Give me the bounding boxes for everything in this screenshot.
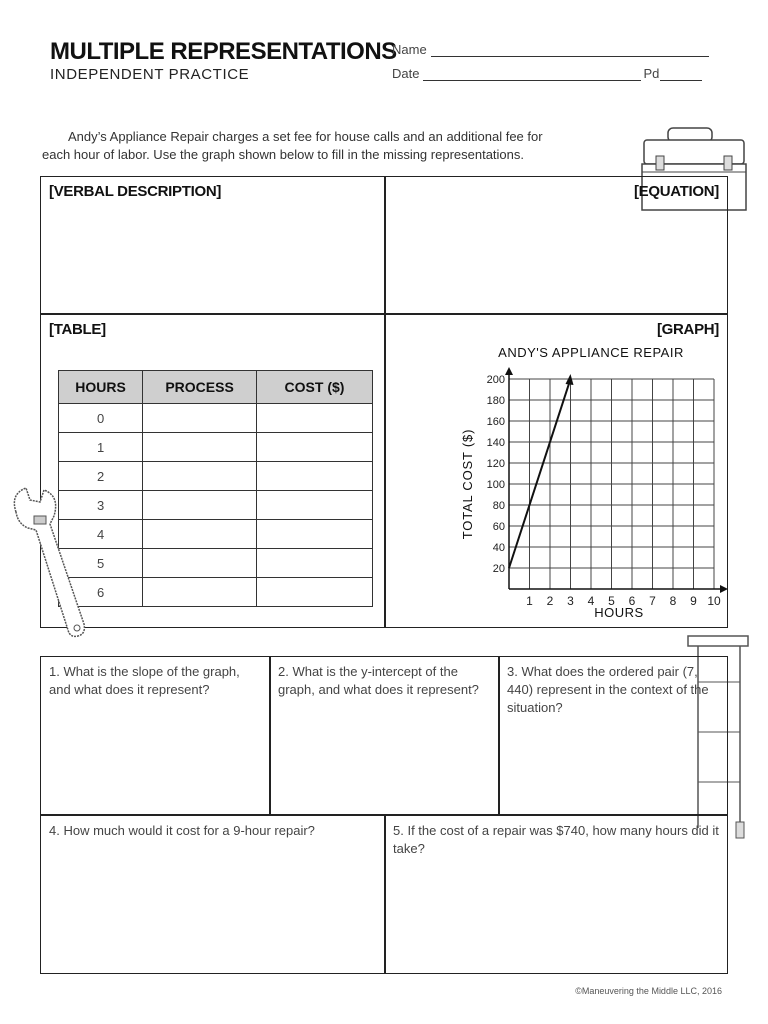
hours-cell: 1 — [59, 433, 143, 462]
x-tick-label: 2 — [546, 594, 554, 608]
x-tick-label: 3 — [567, 594, 574, 608]
series-line — [509, 379, 571, 568]
cost-cell[interactable] — [257, 433, 373, 462]
x-tick-label: 9 — [690, 594, 697, 608]
table-heading: [TABLE] — [49, 321, 106, 338]
hours-cost-table — [58, 370, 373, 607]
grid-horizontal-divider — [41, 313, 727, 315]
y-axis-arrow — [505, 367, 513, 375]
question-2: 2. What is the y-intercept of the graph, and what does it represent? — [278, 664, 479, 697]
table-row — [59, 578, 373, 607]
cost-cell[interactable] — [257, 578, 373, 607]
cost-cell[interactable] — [257, 462, 373, 491]
name-label: Name — [392, 42, 427, 57]
cost-graph — [401, 341, 721, 620]
grid-vertical-divider — [384, 177, 386, 627]
table-row — [59, 491, 373, 520]
x-tick-label: 1 — [526, 594, 533, 608]
hours-cell: 5 — [59, 549, 143, 578]
table-row — [59, 433, 373, 462]
intro-line-2: each hour of labor. Use the graph shown below to fill in the missing representations. — [42, 147, 524, 162]
y-tick-label: 60 — [492, 521, 505, 533]
hours-cell: 3 — [59, 491, 143, 520]
y-tick-label: 120 — [486, 458, 505, 470]
cost-cell[interactable] — [257, 491, 373, 520]
equation-heading: [EQUATION] — [633, 183, 719, 200]
question-1: 1. What is the slope of the graph, and what does it represent? — [49, 664, 240, 697]
table-row — [59, 404, 373, 433]
page-title: MULTIPLE REPRESENTATIONS — [50, 38, 397, 65]
x-tick-label: 4 — [587, 594, 595, 608]
cost-cell[interactable] — [257, 404, 373, 433]
cost-column-header: COST ($) — [257, 371, 373, 404]
y-tick-label: 20 — [492, 563, 505, 575]
wrench-icon — [6, 482, 96, 640]
y-tick-label: 180 — [486, 395, 505, 407]
cost-cell[interactable] — [257, 520, 373, 549]
intro-line-1: Andy’s Appliance Repair charges a set fee for house calls and an additional fee for — [68, 129, 543, 144]
cost-cell[interactable] — [257, 549, 373, 578]
process-cell[interactable] — [143, 462, 257, 491]
process-cell[interactable] — [143, 433, 257, 462]
intro-paragraph — [42, 128, 648, 164]
questions-grid — [40, 656, 728, 974]
name-line[interactable] — [431, 42, 709, 57]
x-tick-label: 6 — [628, 594, 636, 608]
chart-title: ANDY'S APPLIANCE REPAIR — [498, 345, 684, 360]
x-tick-label: 8 — [669, 594, 677, 608]
process-cell[interactable] — [143, 520, 257, 549]
page-subtitle: INDEPENDENT PRACTICE — [50, 66, 250, 83]
hours-cell: 2 — [59, 462, 143, 491]
process-cell[interactable] — [143, 578, 257, 607]
y-tick-label: 160 — [486, 416, 505, 428]
date-line[interactable] — [423, 66, 641, 81]
verbal-description-heading: [VERBAL DESCRIPTION] — [49, 183, 222, 200]
name-field[interactable] — [392, 42, 709, 57]
y-tick-label: 40 — [492, 542, 505, 554]
x-tick-label: 7 — [649, 594, 656, 608]
process-column-header: PROCESS — [143, 371, 257, 404]
y-tick-label: 80 — [492, 500, 505, 512]
graph-heading: [GRAPH] — [656, 321, 719, 338]
table-header-row — [59, 371, 373, 404]
process-cell[interactable] — [143, 404, 257, 433]
y-tick-label: 200 — [486, 374, 505, 386]
table-row — [59, 549, 373, 578]
date-field[interactable] — [392, 66, 702, 81]
process-cell[interactable] — [143, 549, 257, 578]
y-tick-label: 100 — [486, 479, 505, 491]
hours-cell: 6 — [59, 578, 143, 607]
date-label: Date — [392, 66, 420, 81]
process-cell[interactable] — [143, 491, 257, 520]
question-4: 4. How much would it cost for a 9-hour repair? — [49, 823, 315, 838]
y-tick-label: 140 — [486, 437, 505, 449]
x-axis-label: HOURS — [594, 605, 644, 620]
x-tick-label: 5 — [608, 594, 615, 608]
pd-line[interactable] — [660, 66, 702, 81]
x-tick-label: 10 — [707, 594, 721, 608]
representations-grid — [40, 176, 728, 628]
pd-label: Pd — [643, 66, 660, 81]
table-row — [59, 462, 373, 491]
question-3: 3. What does the ordered pair (7, 440) represent in the context of the situation? — [507, 664, 709, 715]
hours-cell: 0 — [59, 404, 143, 433]
table-row — [59, 520, 373, 549]
hours-cell: 4 — [59, 520, 143, 549]
y-axis-label: TOTAL COST ($) — [460, 428, 475, 540]
hours-column-header: HOURS — [59, 371, 143, 404]
question-5: 5. If the cost of a repair was $740, how many hours did it take? — [393, 823, 719, 856]
x-axis-arrow — [720, 585, 728, 593]
copyright-footer: ©Maneuvering the Middle LLC, 2016 — [575, 986, 722, 996]
